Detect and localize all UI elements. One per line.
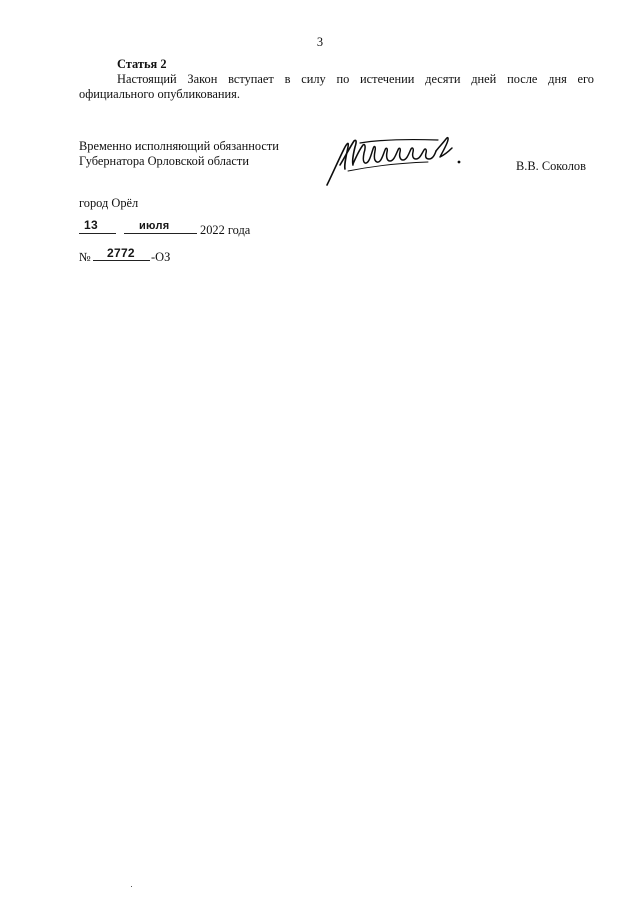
date-month: июля	[139, 220, 170, 232]
date-day: 13	[84, 218, 98, 232]
signer-position-line-1: Временно исполняющий обязанности	[79, 139, 279, 153]
date-line	[79, 218, 279, 239]
day-underline	[79, 233, 116, 234]
signer-position-line-2: Губернатора Орловской области	[79, 154, 249, 168]
number-sign: №	[79, 250, 91, 264]
article-title: Статья 2	[117, 57, 167, 71]
law-number: 2772	[107, 246, 135, 260]
article-body-line-1: Настоящий Закон вступает в силу по истечении десяти дней после дня его	[117, 72, 594, 86]
city-line: город Орёл	[79, 196, 139, 210]
law-number-line	[79, 248, 199, 266]
date-year: 2022 года	[200, 223, 251, 237]
scan-speck	[131, 886, 132, 887]
handwritten-signature	[318, 131, 466, 189]
article-body-line-2: официального опубликования.	[79, 87, 240, 101]
law-number-suffix: -ОЗ	[151, 250, 171, 264]
signer-name: В.В. Соколов	[516, 159, 586, 173]
page-number: 3	[316, 35, 324, 49]
